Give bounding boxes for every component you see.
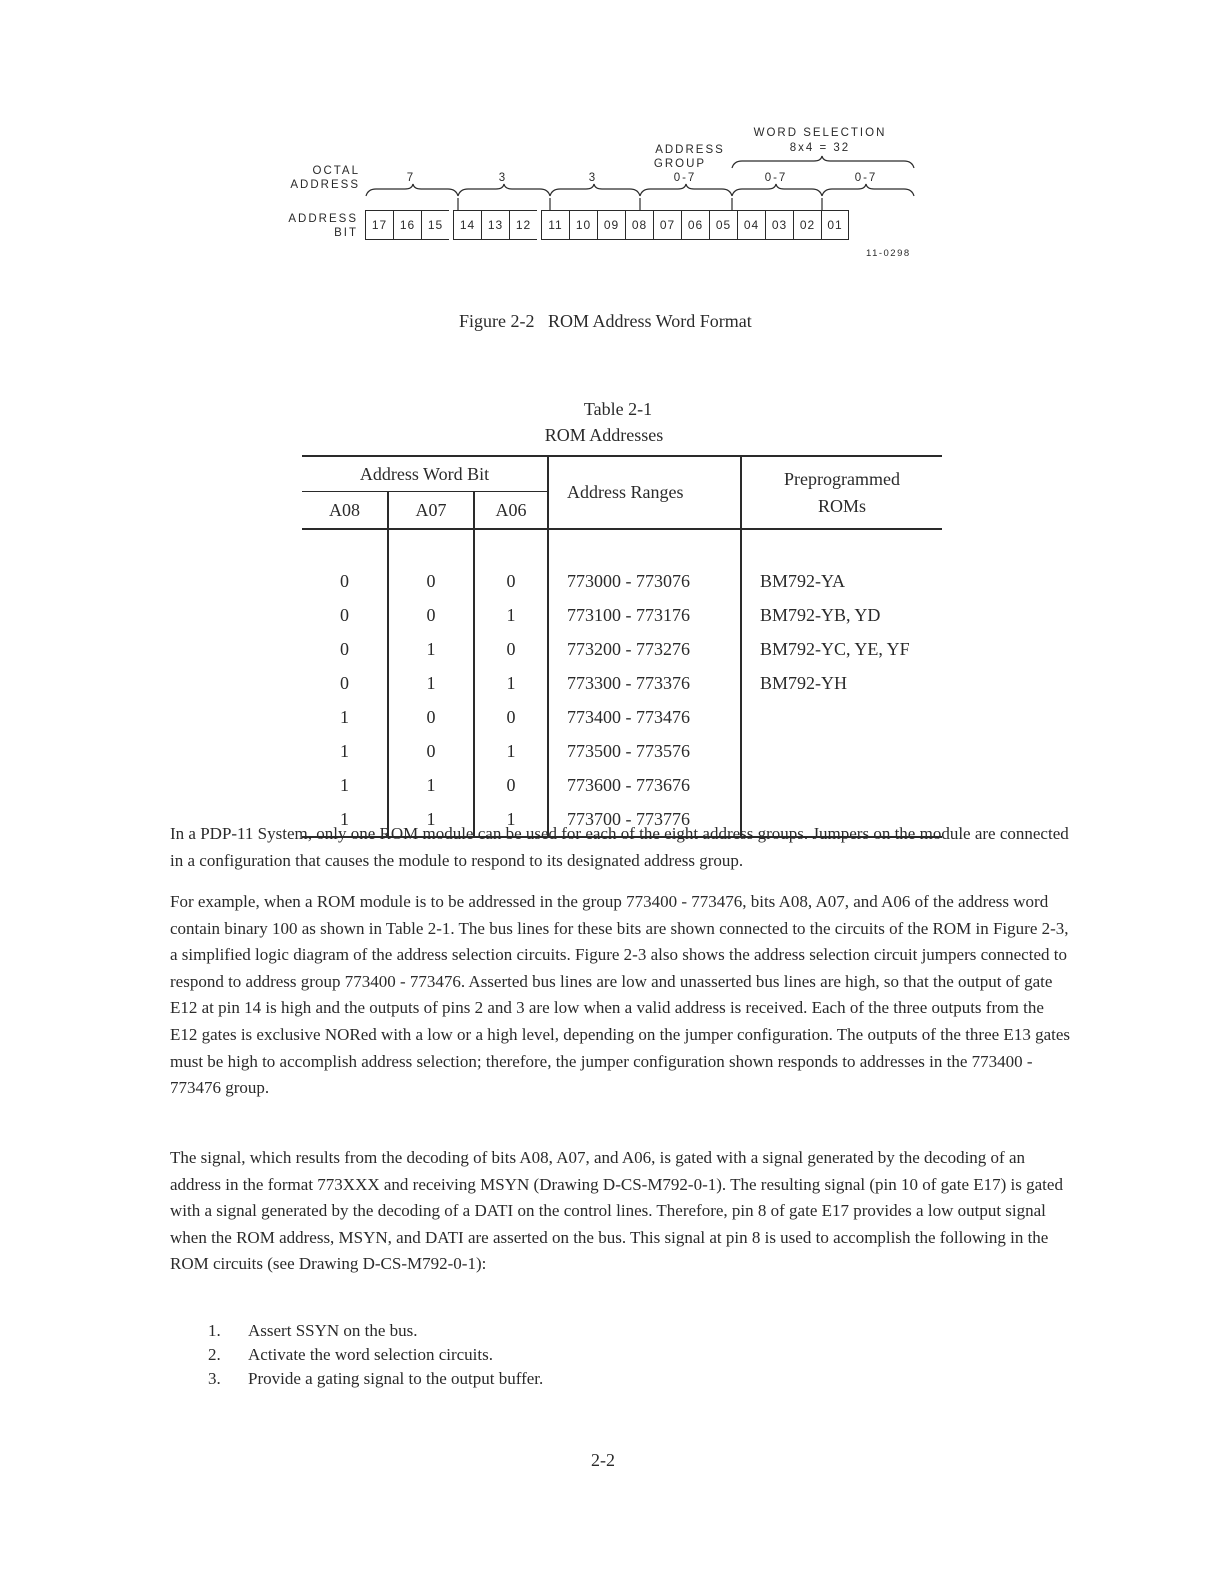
bit-box: 10: [569, 210, 597, 240]
table-row: [302, 632, 942, 666]
octal-group-label: 0-7: [854, 172, 878, 184]
cell-a08: 0: [302, 666, 388, 700]
octal-address-label-2: ADDRESS: [290, 179, 360, 191]
cell-a08: 0: [302, 598, 388, 632]
list-number: 2.: [208, 1345, 221, 1364]
address-bit-boxes: [365, 210, 849, 240]
page-number: 2-2: [591, 1450, 615, 1470]
cell-range: 773100 - 773176: [548, 598, 741, 632]
word-selection-label: WORD SELECTION: [753, 127, 887, 139]
drawing-number: 11-0298: [866, 248, 911, 259]
cell-a08: 0: [302, 632, 388, 666]
table-row: [302, 700, 942, 734]
table-row: [302, 734, 942, 768]
bit-box: 05: [709, 210, 737, 240]
octal-group-label: 0-7: [764, 172, 788, 184]
cell-a06: 1: [474, 802, 548, 837]
address-group-label-2: GROUP: [653, 158, 707, 170]
cell-range: 773500 - 773576: [548, 734, 741, 768]
cell-a06: 0: [474, 632, 548, 666]
cell-a08: 0: [302, 564, 388, 598]
cell-rom: [741, 734, 942, 768]
address-group-range: 0-7: [673, 172, 697, 184]
bit-box: 07: [653, 210, 681, 240]
bit-box: 15: [421, 210, 449, 240]
header-address-word-bit: Address Word Bit: [302, 456, 548, 492]
bit-box: 17: [365, 210, 393, 240]
cell-a06: 0: [474, 700, 548, 734]
cell-range: 773300 - 773376: [548, 666, 741, 700]
bit-box: 12: [509, 210, 537, 240]
header-a08: A08: [302, 492, 388, 530]
list-item: [208, 1367, 543, 1391]
cell-range: 773000 - 773076: [548, 564, 741, 598]
cell-a06: 1: [474, 598, 548, 632]
bit-box: 11: [541, 210, 569, 240]
figure-caption: Figure 2-2 ROM Address Word Format: [459, 311, 752, 331]
list-text: Assert SSYN on the bus.: [248, 1321, 418, 1340]
octal-address-label-1: OCTAL: [312, 165, 360, 177]
address-bit-label-1: ADDRESS: [288, 213, 358, 225]
address-bit-label-2: BIT: [334, 227, 358, 239]
bit-box: 04: [737, 210, 765, 240]
cell-range: 773400 - 773476: [548, 700, 741, 734]
bit-box: 03: [765, 210, 793, 240]
cell-a07: 0: [388, 700, 474, 734]
cell-a08: 1: [302, 768, 388, 802]
cell-a07: 0: [388, 598, 474, 632]
cell-range: 773700 - 773776: [548, 802, 741, 837]
bit-box: 08: [625, 210, 653, 240]
bit-box: 06: [681, 210, 709, 240]
bit-box: 09: [597, 210, 625, 240]
table-row: [302, 666, 942, 700]
rom-addresses-table: [302, 455, 942, 838]
octal-group-label: 3: [498, 172, 508, 184]
cell-range: 773600 - 773676: [548, 768, 741, 802]
table-subtitle: ROM Addresses: [544, 425, 664, 445]
cell-rom: BM792-YH: [760, 672, 848, 693]
address-group-label-1: ADDRESS: [655, 144, 725, 156]
cell-a08: 1: [302, 700, 388, 734]
word-selection-equation: 8x4 = 32: [789, 142, 851, 154]
cell-rom: BM792-YB, YD: [760, 604, 881, 625]
list-item: [208, 1343, 493, 1367]
cell-a06: 0: [474, 768, 548, 802]
cell-a08: 1: [302, 734, 388, 768]
paragraph-1: In a PDP-11 System, only one ROM module can be used for each of the eight address groups. Jumpers on the module are connected in a configuration that causes the module to respond to its designated address group.: [170, 824, 1069, 870]
header-address-ranges: Address Ranges: [548, 456, 741, 529]
paragraph-2: For example, when a ROM module is to be addressed in the group 773400 - 773476, bits A08, A07, and A06 of the address word contain binary 100 as shown in Table 2-1. The bus lines for these bits are shown connected to the circuits of the ROM in Figure 2-3, a simplified logic diagram of the address selection circuits. Figure 2-3 also shows the address selection circuit jumpers connected to respond to address group 773400 - 773476. Asserted bus lines are low and unasserted bus lines are high, so that the output of gate E12 at pin 14 is high and the outputs of pins 2 and 3 are low when a valid address is received. Each of the three outputs from the E12 gates is exclusive NORed with a low or a high level, depending on the jumper configuration. The outputs of the three E13 gates must be high to accomplish address selection; therefore, the jumper configuration shown responds to addresses in the 773400 - 773476 group.: [170, 892, 1070, 1098]
cell-a06: 1: [474, 666, 548, 700]
bit-box: 02: [793, 210, 821, 240]
header-roms-line1: Preprogrammed: [784, 468, 900, 489]
bit-box: 13: [481, 210, 509, 240]
bit-box: 14: [453, 210, 481, 240]
list-item: [208, 1319, 418, 1343]
cell-rom: BM792-YA: [760, 570, 846, 591]
list-number: 1.: [208, 1321, 221, 1340]
cell-a07: 1: [388, 632, 474, 666]
cell-a07: 0: [388, 734, 474, 768]
cell-a07: 1: [388, 802, 474, 837]
list-text: Provide a gating signal to the output buffer.: [248, 1369, 544, 1388]
paragraph-3: The signal, which results from the decoding of bits A08, A07, and A06, is gated with a signal generated by the decoding of an address in the format 773XXX and receiving MSYN (Drawing D-CS-M792-0-1). The resulting signal (pin 10 of gate E17) is gated with a signal generated by the decoding of a DATI on the control lines. Therefore, pin 8 of gate E17 provides a low output signal when the ROM address, MSYN, and DATI are asserted on the bus. This signal at pin 8 is used to accomplish the following in the ROM circuits (see Drawing D-CS-M792-0-1):: [170, 1148, 1063, 1274]
cell-a06: 1: [474, 734, 548, 768]
cell-range: 773200 - 773276: [548, 632, 741, 666]
cell-a06: 0: [474, 564, 548, 598]
cell-rom: [741, 768, 942, 802]
table-title: Table 2-1: [583, 399, 653, 419]
bit-box: 01: [821, 210, 849, 240]
octal-group-label: 3: [588, 172, 598, 184]
header-roms-line2: ROMs: [817, 495, 866, 516]
table-row: [302, 768, 942, 802]
cell-rom: BM792-YC, YE, YF: [760, 638, 910, 659]
bit-box: 16: [393, 210, 421, 240]
list-text: Activate the word selection circuits.: [248, 1345, 493, 1364]
list-number: 3.: [208, 1369, 221, 1388]
header-a06: A06: [474, 492, 548, 530]
table-row: [302, 598, 942, 632]
header-a07: A07: [388, 492, 474, 530]
cell-a08: 1: [302, 802, 388, 837]
octal-group-label: 7: [406, 172, 416, 184]
cell-a07: 1: [388, 768, 474, 802]
cell-a07: 0: [388, 564, 474, 598]
cell-rom: [741, 700, 942, 734]
cell-a07: 1: [388, 666, 474, 700]
table-row: [302, 564, 942, 598]
header-preprogrammed-roms: [741, 456, 942, 529]
